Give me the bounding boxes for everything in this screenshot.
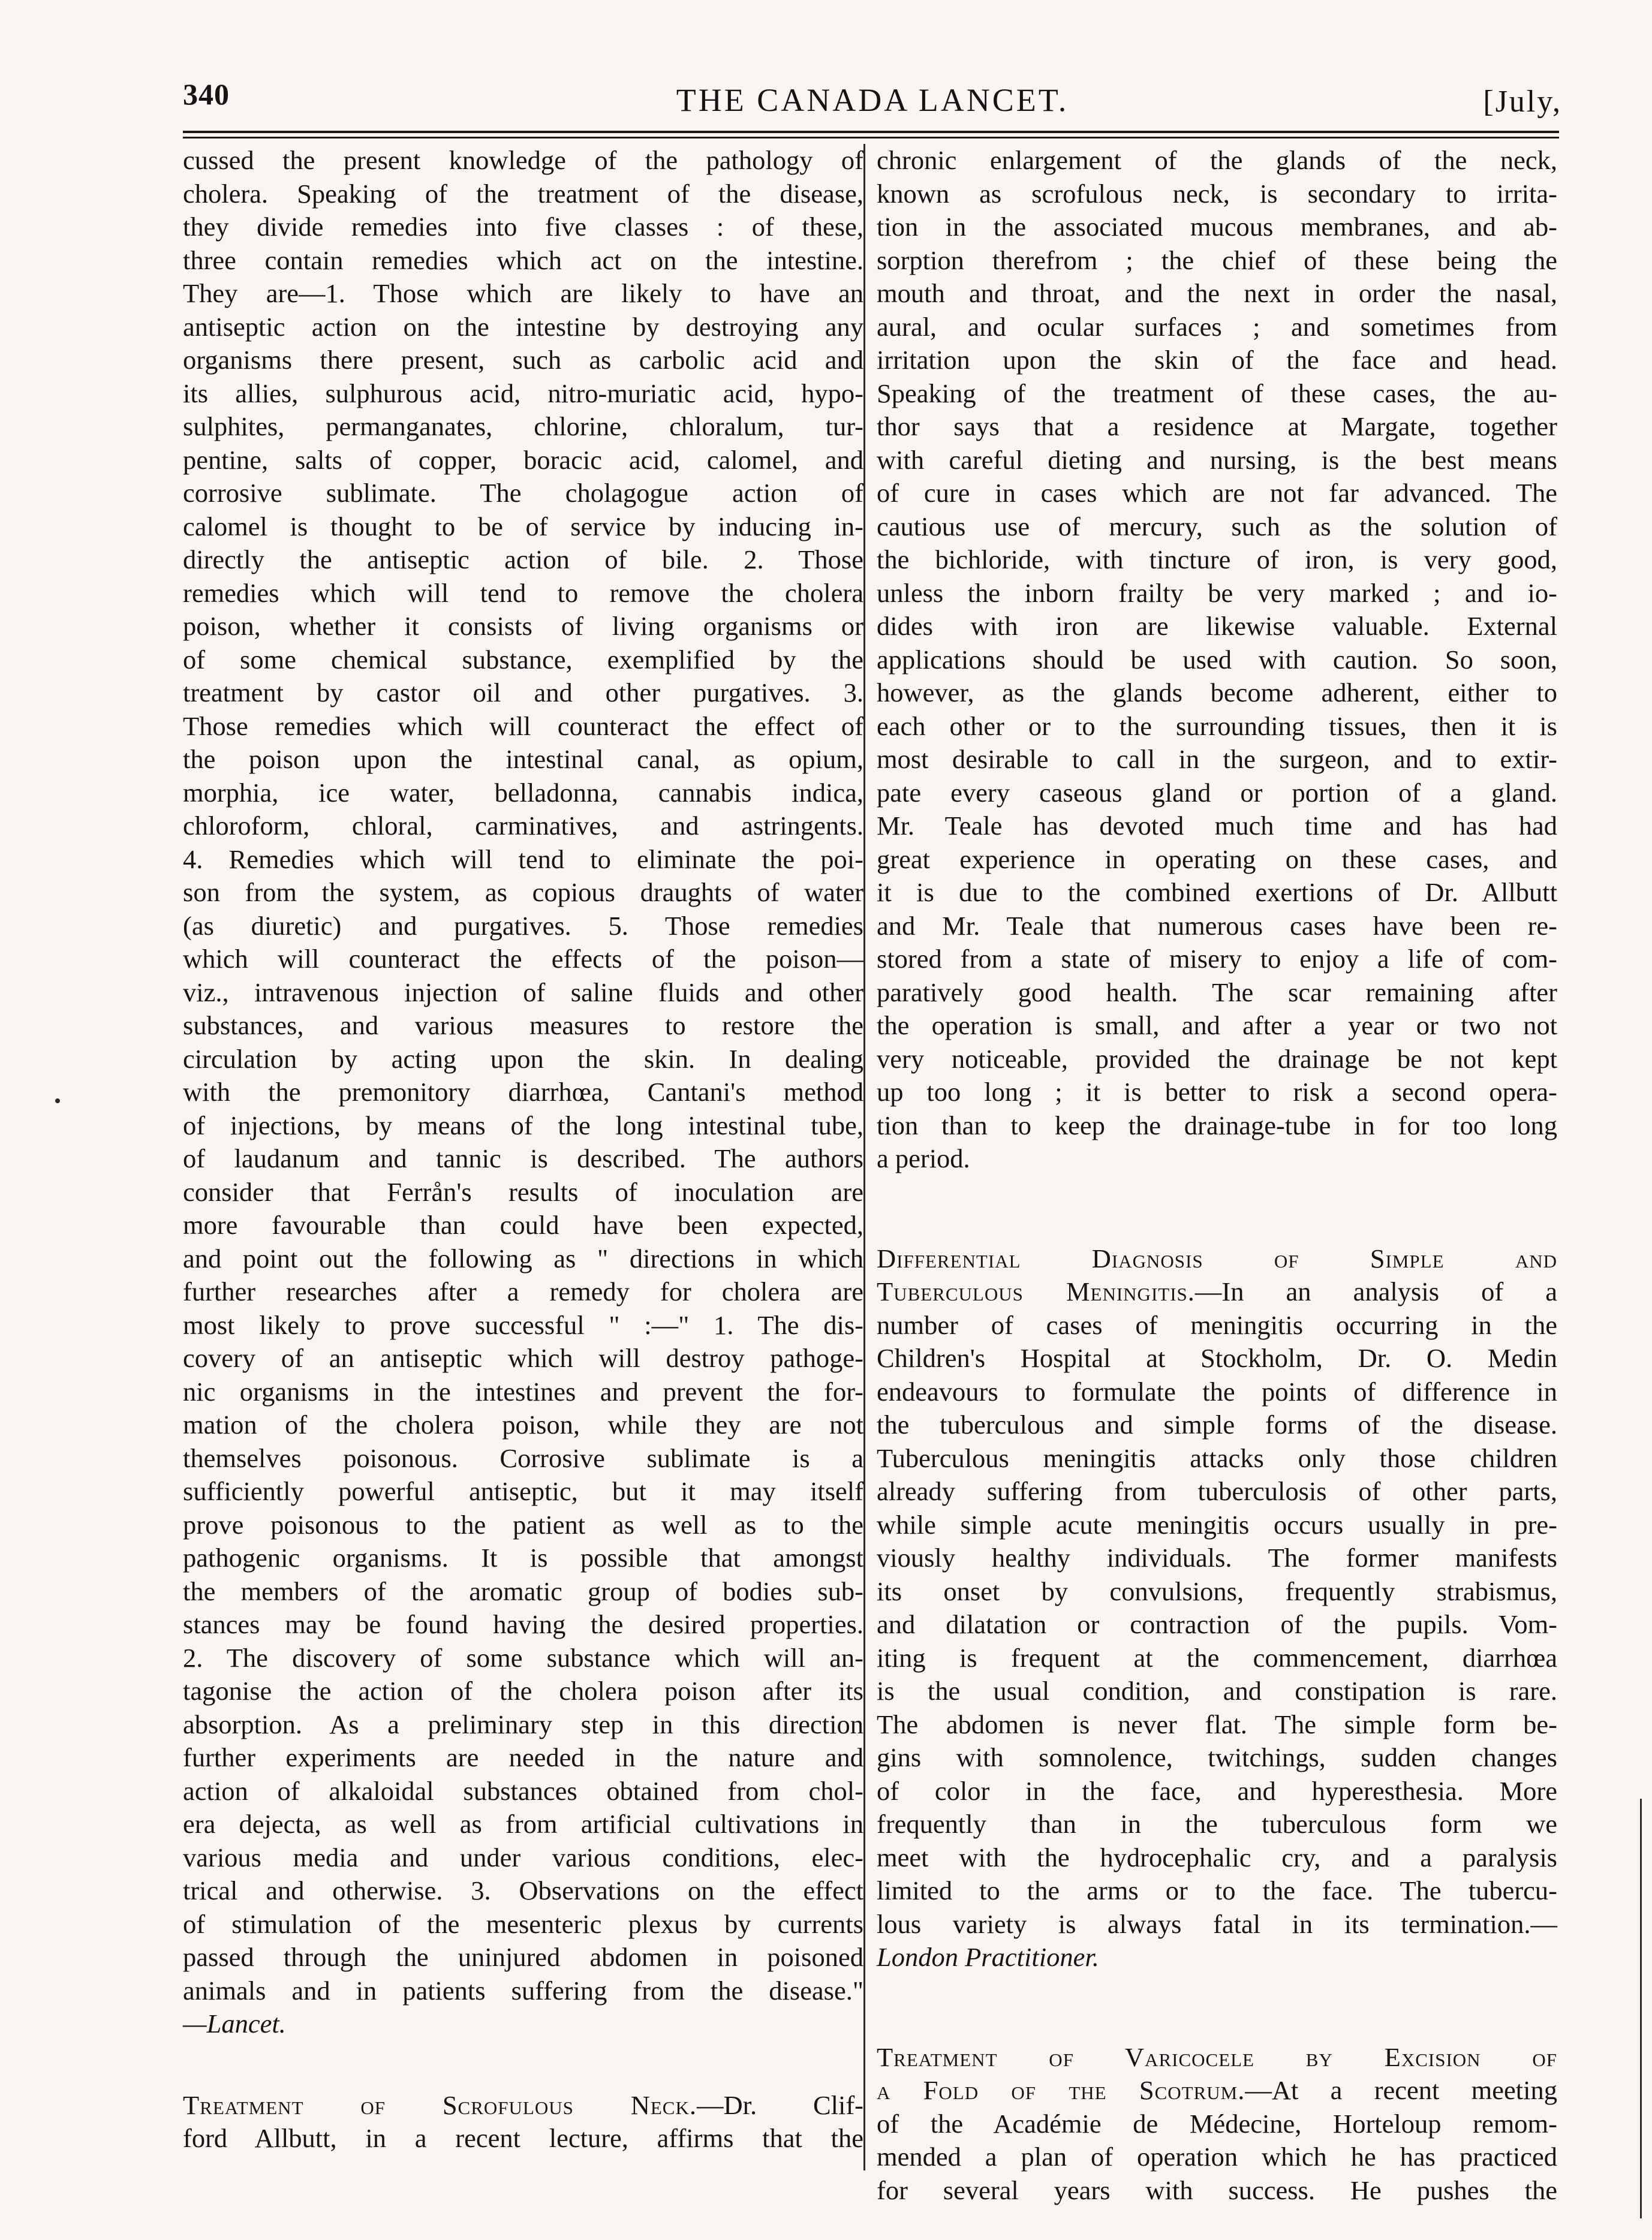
text-line: remedies which will tend to remove the cholera xyxy=(183,577,863,608)
text-line: (as diuretic) and purgatives. 5. Those remedies xyxy=(183,910,863,941)
text-line: of color in the face, and hyperesthesia. More xyxy=(877,1775,1557,1806)
text-line: organisms there present, such as carbolic acid and xyxy=(183,345,863,375)
heading-continuation: —At a recent meeting xyxy=(1245,2075,1557,2105)
heading-continuation: —In an analysis of a xyxy=(1194,1276,1557,1306)
text-line: chloroform, chloral, carminatives, and astringents. xyxy=(183,811,863,841)
text-line: which will counteract the effects of the poison— xyxy=(183,944,863,974)
spacer xyxy=(877,1974,1557,2041)
text-line: cholera. Speaking of the treatment of the disease, xyxy=(183,178,863,209)
text-line: corrosive sublimate. The cholagogue action of xyxy=(183,478,863,508)
text-line: substances, and various measures to restore the xyxy=(183,1010,863,1040)
text-line: mation of the cholera poison, while they are not xyxy=(183,1410,863,1440)
text-line: treatment by castor oil and other purgatives. 3. xyxy=(183,678,863,707)
text-line: They are—1. Those which are likely to have an xyxy=(183,278,863,308)
text-line: the bichloride, with tincture of iron, is very good, xyxy=(877,544,1557,574)
text-line: frequently than in the tuberculous form we xyxy=(877,1809,1557,1839)
text-line: of some chemical substance, exemplified by the xyxy=(183,644,863,675)
text-line: aural, and ocular surfaces ; and sometimes from xyxy=(877,311,1557,342)
text-line: great experience in operating on these cases, and xyxy=(877,844,1557,874)
text-line: 4. Remedies which will tend to eliminate the poi- xyxy=(183,844,863,874)
text-line: Those remedies which will counteract the effect of xyxy=(183,710,863,741)
varicocele-article-body xyxy=(877,2107,1557,2208)
text-line: the poison upon the intestinal canal, as opium, xyxy=(183,744,863,774)
issue-month: [July, xyxy=(1483,85,1562,119)
left-article-tail xyxy=(183,2122,863,2155)
text-line: for several years with success. He pushes the xyxy=(877,2175,1557,2205)
text-line: the tuberculous and simple forms of the disease. xyxy=(877,1410,1557,1440)
text-line: most desirable to call in the surgeon, and to extir- xyxy=(877,744,1557,774)
text-line: while simple acute meningitis occurs usually in pre- xyxy=(877,1509,1557,1540)
text-line: son from the system, as copious draughts of water xyxy=(183,877,863,907)
heading-text: a Fold of the Scotrum. xyxy=(877,2075,1245,2105)
text-line: very noticeable, provided the drainage be not kept xyxy=(877,1043,1557,1074)
text-line: endeavours to formulate the points of difference in xyxy=(877,1376,1557,1407)
text-line: nic organisms in the intestines and prevent the for- xyxy=(183,1376,863,1407)
text-line: covery of an antiseptic which will destroy pathoge- xyxy=(183,1343,863,1373)
text-line: applications should be used with caution. So soon, xyxy=(877,644,1557,675)
column-divider xyxy=(863,144,865,2170)
section-heading-varicocele-line1: Treatment of Varicocele by Excision of xyxy=(877,2042,1557,2072)
text-line: number of cases of meningitis occurring in the xyxy=(877,1309,1557,1340)
section-heading-meningitis-line1: Differential Diagnosis of Simple and xyxy=(877,1243,1557,1273)
text-line: pentine, salts of copper, boracic acid, calomel, and xyxy=(183,444,863,475)
page-number: 340 xyxy=(183,77,230,111)
scrofulous-neck-continuation xyxy=(877,144,1557,1176)
text-line: circulation by acting upon the skin. In dealing xyxy=(183,1043,863,1074)
text-line: pathogenic organisms. It is possible that amongst xyxy=(183,1543,863,1573)
text-line: a period. xyxy=(877,1143,970,1173)
section-heading-meningitis-line2 xyxy=(877,1275,1557,1309)
text-line: morphia, ice water, belladonna, cannabis indica, xyxy=(183,777,863,808)
spacer xyxy=(183,2041,863,2089)
text-line: they divide remedies into five classes : of these, xyxy=(183,212,863,242)
text-line: The abdomen is never flat. The simple form be- xyxy=(877,1709,1557,1739)
meningitis-article-body xyxy=(877,1309,1557,1941)
text-line: known as scrofulous neck, is secondary to irrita- xyxy=(877,178,1557,209)
running-header xyxy=(183,77,1562,125)
text-line: further researches after a remedy for cholera are xyxy=(183,1276,863,1306)
text-line: the operation is small, and after a year or two not xyxy=(877,1010,1557,1040)
text-line: lous variety is always fatal in its termination.— xyxy=(877,1908,1557,1939)
text-line: each other or to the surrounding tissues, then it is xyxy=(877,710,1557,741)
text-line: calomel is thought to be of service by inducing in- xyxy=(183,511,863,541)
text-line: consider that Ferrån's results of inoculation are xyxy=(183,1176,863,1207)
text-line: themselves poisonous. Corrosive sublimate is a xyxy=(183,1443,863,1473)
text-line: irritation upon the skin of the face and head. xyxy=(877,345,1557,375)
header-rule xyxy=(183,131,1559,133)
text-line: further experiments are needed in the nature and xyxy=(183,1742,863,1772)
text-line: the members of the aromatic group of bodies sub- xyxy=(183,1576,863,1606)
text-line: unless the inborn frailty be very marked ; and io- xyxy=(877,577,1557,608)
text-line: it is due to the combined exertions of Dr. Allbutt xyxy=(877,877,1557,907)
text-line: viz., intravenous injection of saline fluids and other xyxy=(183,977,863,1007)
right-column xyxy=(877,144,1557,2207)
text-line: its onset by convulsions, frequently strabismus, xyxy=(877,1576,1557,1606)
text-line: sufficiently powerful antiseptic, but it may itself xyxy=(183,1476,863,1506)
left-column xyxy=(183,144,863,2155)
margin-speck xyxy=(55,1098,60,1103)
text-line: tagonise the action of the cholera poison after its xyxy=(183,1676,863,1706)
text-line: of injections, by means of the long intestinal tube, xyxy=(183,1110,863,1140)
text-line: directly the antiseptic action of bile. 2. Those xyxy=(183,544,863,574)
text-line: tion than to keep the drainage-tube in for too long xyxy=(877,1110,1557,1140)
text-line: more favourable than could have been expected, xyxy=(183,1210,863,1240)
text-line: of cure in cases which are not far advanced. The xyxy=(877,478,1557,508)
text-line: stances may be found having the desired properties. xyxy=(183,1609,863,1639)
text-line: limited to the arms or to the face. The tubercu- xyxy=(877,1875,1557,1905)
text-line: and point out the following as " directions in which xyxy=(183,1243,863,1273)
text-line: various media and under various conditions, elec- xyxy=(183,1842,863,1872)
text-line: Mr. Teale has devoted much time and has had xyxy=(877,811,1557,841)
text-line: ford Allbutt, in a recent lecture, affirms that the xyxy=(183,2123,863,2153)
text-line: absorption. As a preliminary step in this direction xyxy=(183,1709,863,1739)
text-line: cautious use of mercury, such as the solution of xyxy=(877,511,1557,541)
heading-continuation: —Dr. Clif- xyxy=(696,2090,863,2120)
text-line: stored from a state of misery to enjoy a life of com- xyxy=(877,944,1557,974)
heading-text: Treatment of Scrofulous Neck. xyxy=(183,2090,697,2120)
text-line: Speaking of the treatment of these cases, the au- xyxy=(877,378,1557,408)
text-line: most likely to prove successful " :—" 1. The dis- xyxy=(183,1309,863,1340)
section-heading-scrofulous-neck xyxy=(183,2089,863,2122)
text-line: pate every caseous gland or portion of a gland. xyxy=(877,777,1557,808)
text-line: its allies, sulphurous acid, nitro-muriatic acid, hypo- xyxy=(183,378,863,408)
text-line: Children's Hospital at Stockholm, Dr. O. Medin xyxy=(877,1343,1557,1373)
text-line: of stimulation of the mesenteric plexus by currents xyxy=(183,1908,863,1939)
spacer xyxy=(877,1176,1557,1242)
text-line: action of alkaloidal substances obtained from chol- xyxy=(183,1775,863,1806)
text-line: passed through the uninjured abdomen in poisoned xyxy=(183,1942,863,1972)
text-line: of the Académie de Médecine, Horteloup remom- xyxy=(877,2108,1557,2139)
section-heading-varicocele-line2 xyxy=(877,2074,1557,2107)
text-line: cussed the present knowledge of the pathology of xyxy=(183,145,863,175)
page-edge-shadow xyxy=(1640,1799,1642,2218)
text-line: and Mr. Teale that numerous cases have been re- xyxy=(877,910,1557,941)
text-line: is the usual condition, and constipation is rare. xyxy=(877,1676,1557,1706)
text-line: up too long ; it is better to risk a second opera- xyxy=(877,1077,1557,1107)
text-line: gins with somnolence, twitchings, sudden changes xyxy=(877,1742,1557,1772)
right-source-citation: London Practitioner. xyxy=(877,1942,1099,1972)
text-line: already suffering from tuberculosis of other parts, xyxy=(877,1476,1557,1506)
text-line: dides with iron are likewise valuable. External xyxy=(877,611,1557,641)
text-line: Tuberculous meningitis attacks only those children xyxy=(877,1443,1557,1473)
text-line: mouth and throat, and the next in order the nasal, xyxy=(877,278,1557,308)
left-article-body xyxy=(183,144,863,2007)
text-line: sulphites, permanganates, chlorine, chloralum, tur- xyxy=(183,411,863,441)
text-line: poison, whether it consists of living organisms or xyxy=(183,611,863,641)
text-line: viously healthy individuals. The former manifests xyxy=(877,1543,1557,1573)
text-line: antiseptic action on the intestine by destroying any xyxy=(183,311,863,342)
text-line: trical and otherwise. 3. Observations on the effect xyxy=(183,1875,863,1905)
text-line: with the premonitory diarrhœa, Cantani's method xyxy=(183,1077,863,1107)
journal-title: THE CANADA LANCET. xyxy=(676,82,1069,118)
text-line: mended a plan of operation which he has practiced xyxy=(877,2142,1557,2172)
text-line: iting is frequent at the commencement, diarrhœa xyxy=(877,1642,1557,1673)
text-line: chronic enlargement of the glands of the neck, xyxy=(877,145,1557,175)
text-line: three contain remedies which act on the intestine. xyxy=(183,245,863,275)
text-line: sorption therefrom ; the chief of these being the xyxy=(877,245,1557,275)
text-line: prove poisonous to the patient as well as to the xyxy=(183,1509,863,1540)
left-source-citation: —Lancet. xyxy=(183,2009,286,2039)
header-rule-secondary xyxy=(183,137,1559,139)
text-line: with careful dieting and nursing, is the best means xyxy=(877,444,1557,475)
text-line: however, as the glands become adherent, either to xyxy=(877,678,1557,707)
heading-text: Tuberculous Meningitis. xyxy=(877,1276,1195,1306)
text-line: thor says that a residence at Margate, together xyxy=(877,411,1557,441)
text-line: animals and in patients suffering from the disease." xyxy=(183,1975,863,2006)
text-line: 2. The discovery of some substance which will an- xyxy=(183,1642,863,1673)
text-line: paratively good health. The scar remaining after xyxy=(877,977,1557,1007)
text-line: era dejecta, as well as from artificial cultivations in xyxy=(183,1809,863,1839)
text-line: and dilatation or contraction of the pupils. Vom- xyxy=(877,1609,1557,1639)
text-line: meet with the hydrocephalic cry, and a paralysis xyxy=(877,1842,1557,1872)
text-line: of laudanum and tannic is described. The authors xyxy=(183,1143,863,1173)
text-line: tion in the associated mucous membranes, and ab- xyxy=(877,212,1557,242)
